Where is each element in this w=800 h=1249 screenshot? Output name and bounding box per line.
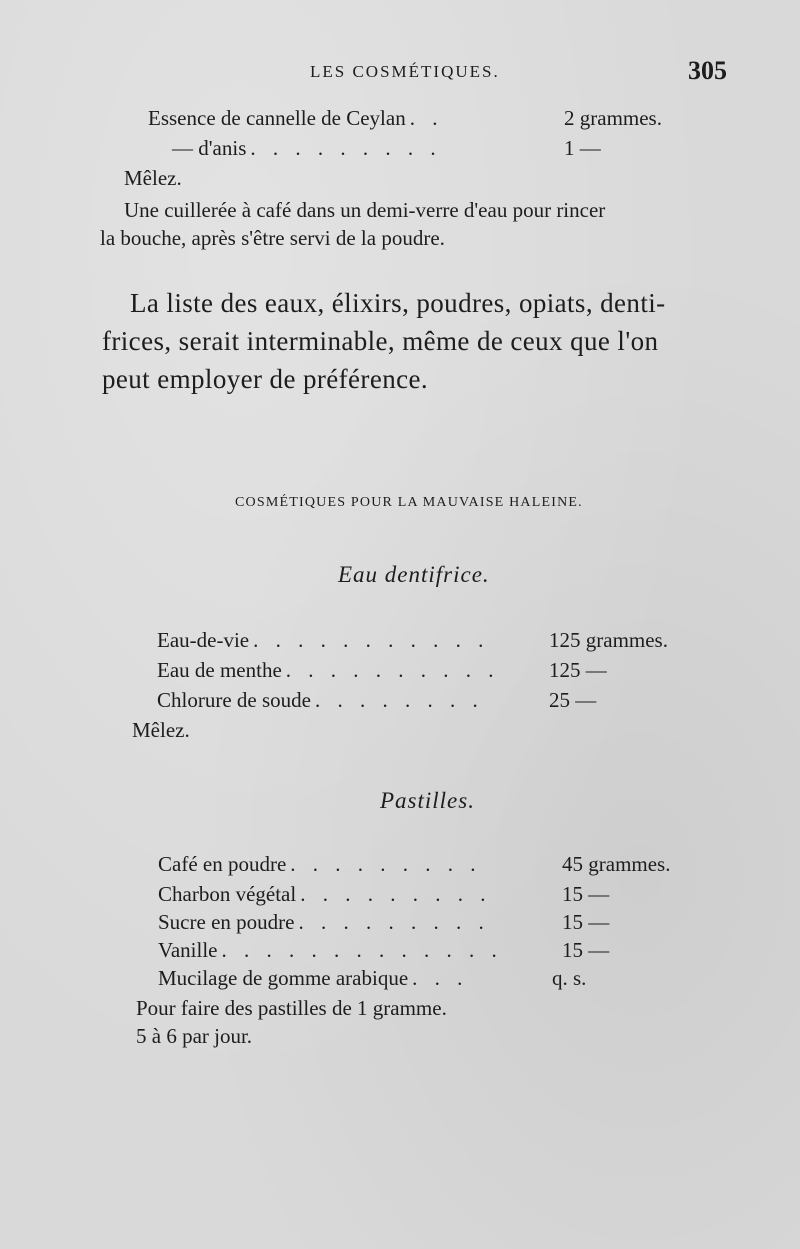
recipe-line xyxy=(158,882,610,912)
paragraph-line: La liste des eaux, élixirs, poudres, opiats, denti- xyxy=(130,288,666,318)
usage-instruction-line: la bouche, après s'être servi de la poudre. xyxy=(100,226,445,250)
ingredient-name: Essence de cannelle de Ceylan xyxy=(148,106,406,130)
recipe-title: Eau dentifrice. xyxy=(338,562,490,587)
ingredient-name: Chlorure de soude xyxy=(157,688,311,712)
ingredient-quantity: 15 — xyxy=(562,882,610,906)
leader-dots: . . . . . . . . . xyxy=(250,136,442,160)
mix-instruction: Mêlez. xyxy=(124,166,182,190)
ingredient-quantity: 45 grammes. xyxy=(562,852,671,876)
ingredient-name: Eau-de-vie xyxy=(157,628,250,652)
paragraph-line: peut employer de préférence. xyxy=(102,364,429,394)
usage-instruction-line: Une cuillerée à café dans un demi-verre d'eau pour rincer xyxy=(124,198,606,222)
ingredient-name: Charbon végétal xyxy=(158,882,297,906)
ingredient-name: Vanille xyxy=(158,938,218,962)
recipe-note: Pour faire des pastilles de 1 gramme. xyxy=(136,996,447,1020)
ingredient-name: Mucilage de gomme arabique xyxy=(158,966,409,990)
ingredient-quantity: 125 grammes. xyxy=(549,628,668,652)
ingredient-name: Sucre en poudre xyxy=(158,910,295,934)
paragraph-line: frices, serait interminable, même de ceux que l'on xyxy=(102,326,659,356)
recipe-line xyxy=(157,628,668,658)
section-title: COSMÉTIQUES POUR LA MAUVAISE HALEINE. xyxy=(235,495,583,510)
recipe-line xyxy=(158,852,671,882)
recipe-line xyxy=(158,938,610,968)
ingredient-name: Eau de menthe xyxy=(157,658,282,682)
recipe-line xyxy=(158,910,610,940)
leader-dots: . . . . . . . . . . xyxy=(285,658,500,682)
mix-instruction: Mêlez. xyxy=(132,718,190,742)
leader-dots: . . . . . . . . . xyxy=(300,882,492,906)
recipe-line xyxy=(148,106,662,136)
page-number: 305 xyxy=(688,56,727,85)
ingredient-quantity: 2 grammes. xyxy=(564,106,662,130)
leader-dots: . . xyxy=(409,106,444,130)
leader-dots: . . . xyxy=(412,966,469,990)
running-title: LES COSMÉTIQUES. xyxy=(310,62,500,81)
recipe-line xyxy=(158,966,587,996)
recipe-line xyxy=(157,688,597,718)
recipe-line xyxy=(172,136,601,166)
ingredient-quantity: 15 — xyxy=(562,910,610,934)
recipe-title: Pastilles. xyxy=(380,788,475,813)
leader-dots: . . . . . . . . . . . xyxy=(253,628,490,652)
ingredient-quantity: 1 — xyxy=(564,136,601,160)
recipe-note: 5 à 6 par jour. xyxy=(136,1024,253,1048)
ingredient-name: — d'anis xyxy=(172,136,247,160)
leader-dots: . . . . . . . . . xyxy=(298,910,490,934)
ingredient-name: Café en poudre xyxy=(158,852,287,876)
ingredient-quantity: q. s. xyxy=(552,966,587,990)
leader-dots: . . . . . . . . xyxy=(314,688,484,712)
recipe-line xyxy=(157,658,607,688)
leader-dots: . . . . . . . . . xyxy=(290,852,482,876)
ingredient-quantity: 25 — xyxy=(549,688,597,712)
leader-dots: . . . . . . . . . . . . . xyxy=(221,938,503,962)
ingredient-quantity: 125 — xyxy=(549,658,607,682)
ingredient-quantity: 15 — xyxy=(562,938,610,962)
